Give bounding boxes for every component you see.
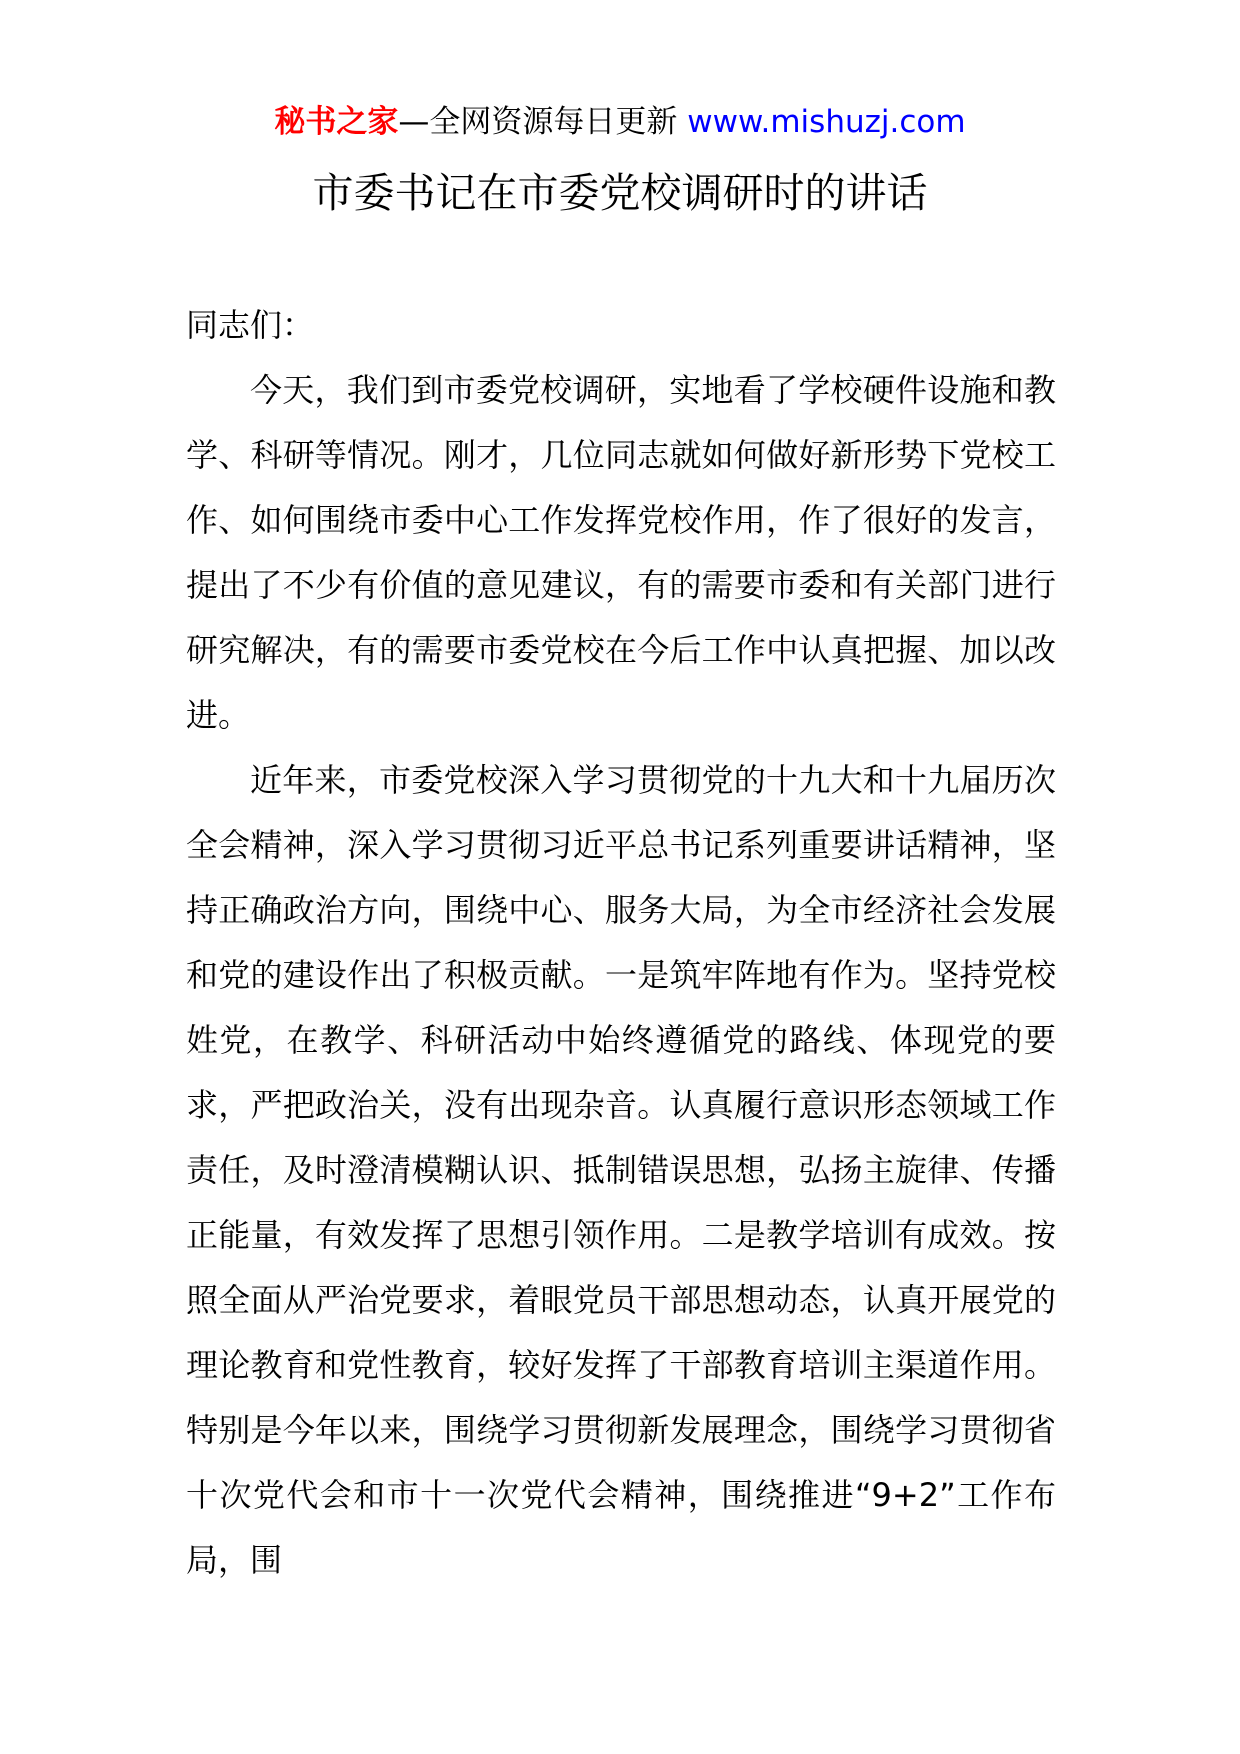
paragraph: 近年来，市委党校深入学习贯彻党的十九大和十九届历次全会精神，深入学习贯彻习近平总书记系列重要讲话精神，坚持正确政治方向，围绕中心、服务大局，为全市经济社会发展和党的建设作出了积极贡献。一是筑牢阵地有作为。坚持党校姓党，在教学、科研活动中始终遵循党的路线、体现党的要求，严把政治关，没有出现杂音。认真履行意识形态领域工作责任，及时澄清模糊认识、抵制错误思想，弘扬主旋律、传播正能量，有效发挥了思想引领作用。二是教学培训有成效。按照全面从严治党要求，着眼党员干部思想动态，认真开展党的理论教育和党性教育，较好发挥了干部教育培训主渠道作用。特别是今年以来，围绕学习贯彻新发展理念，围绕学习贯彻省十次党代会和市十一次党代会精神，围绕推进“9+2”工作布局，围 bbox=[186, 761, 1056, 1579]
paragraph: 今天，我们到市委党校调研，实地看了学校硬件设施和教学、科研等情况。刚才，几位同志就如何做好新形势下党校工作、如何围绕市委中心工作发挥党校作用，作了很好的发言，提出了不少有价值的意见建议，有的需要市委和有关部门进行研究解决，有的需要市委党校在今后工作中认真把握、加以改进。 bbox=[186, 371, 1056, 734]
document-title: 市委书记在市委党校调研时的讲话 bbox=[312, 169, 928, 217]
site-url-link[interactable]: www.mishuzj.com bbox=[687, 104, 966, 140]
greeting: 同志们： bbox=[186, 306, 315, 344]
brand-name: 秘书之家 bbox=[274, 104, 399, 140]
site-header bbox=[0, 100, 1240, 144]
site-slogan: —全网资源每日更新 bbox=[398, 104, 678, 140]
document-body bbox=[186, 293, 1056, 1593]
